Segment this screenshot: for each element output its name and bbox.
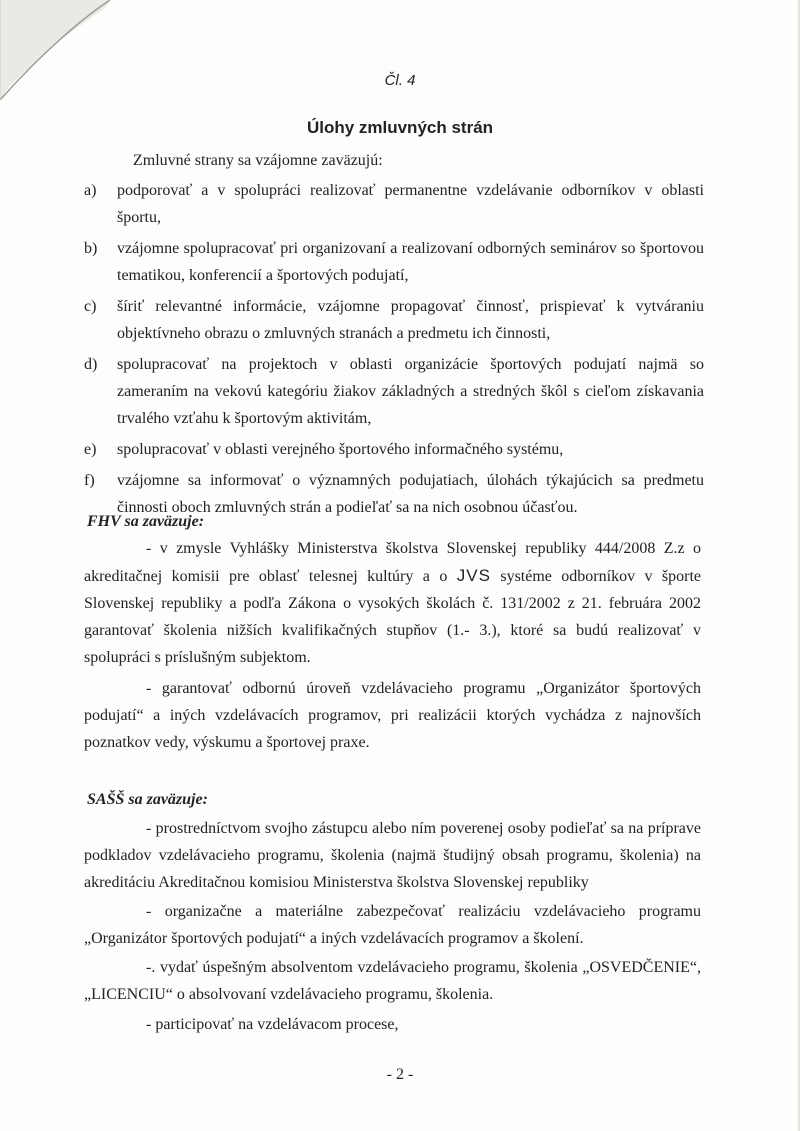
list-marker: d) bbox=[84, 356, 98, 373]
article-number: Čl. 4 bbox=[384, 72, 416, 89]
list-item bbox=[84, 235, 704, 289]
sass-paragraph-2: - organizačne a materiálne zabezpečovať realizáciu vzdelávacieho programu „Organizátor športových podujatí“ a iných vzdelávacích programov a školení. bbox=[84, 903, 701, 947]
list-marker: c) bbox=[84, 298, 97, 315]
page-number: - 2 - bbox=[386, 1066, 414, 1083]
list-item-text: šíriť relevantné informácie, vzájomne propagovať činnosť, prispievať k vytváraniu objektívneho obrazu o zmluvných stranách a predmetu ich činnosti, bbox=[117, 298, 704, 342]
sass-paragraph-1: - prostredníctvom svojho zástupcu alebo ním poverenej osoby podieľať sa na príprave podkladov vzdelávacieho programu, školenia (najmä študijný obsah programu, školenia) na akreditáciu Akreditačnou komisiou Ministerstva školstva Slovenskej republiky bbox=[84, 820, 701, 891]
list-item-text: vzájomne spolupracovať pri organizovaní a realizovaní odborných seminárov so športovou tematikou, konferencií a športových podujatí, bbox=[117, 240, 704, 284]
sass-paragraph-3: -. vydať úspešným absolventom vzdelávacieho programu, školenia „OSVEDČENIE“, „LICENCIU“ o absolvovaní vzdelávacieho programu, školenia. bbox=[84, 959, 701, 1003]
list-marker: e) bbox=[84, 441, 97, 458]
list-item-text: spolupracovať na projektoch v oblasti organizácie športových podujatí najmä so zameraním na vekovú kategóriu žiakov základných a stredných škôl s cieľom získavania trvalého vzťahu k športovým aktivitám, bbox=[117, 356, 704, 427]
list-item-text: podporovať a v spolupráci realizovať permanentne vzdelávanie odborníkov v oblasti športu, bbox=[117, 182, 704, 226]
list-item bbox=[84, 436, 704, 463]
list-marker: b) bbox=[84, 240, 98, 257]
sass-heading: SAŠŠ sa zaväzuje: bbox=[87, 791, 208, 808]
fhv-heading: FHV sa zaväzuje: bbox=[87, 513, 205, 530]
list-item-text: vzájomne sa informovať o významných podujatiach, úlohách týkajúcich sa predmetu činnosti oboch zmluvných strán a podieľať sa na nich osobnou účasťou. bbox=[117, 472, 704, 516]
sass-paragraph-4: - participovať na vzdelávacom procese, bbox=[146, 1016, 399, 1033]
fhv-paragraph-2: - garantovať odbornú úroveň vzdelávacieho programu „Organizátor športových podujatí“ a iných vzdelávacích programov, pri realizácii ktorých vychádza z najnovších poznatkov vedy, výskumu a športovej praxe. bbox=[84, 680, 701, 751]
list-item-text: spolupracovať v oblasti verejného športového informačného systému, bbox=[117, 441, 564, 458]
article-intro: Zmluvné strany sa vzájomne zaväzujú: bbox=[133, 152, 383, 169]
list-marker: f) bbox=[84, 472, 95, 489]
article-title: Úlohy zmluvných strán bbox=[306, 118, 494, 137]
obligations-list bbox=[84, 177, 704, 521]
list-item bbox=[84, 177, 704, 231]
list-item bbox=[84, 351, 704, 432]
jvs-abbrev: JVS bbox=[456, 566, 491, 585]
fhv-p1-text-cont: systéme odborníkov v športe Slovenskej republiky a podľa Zákona o vysokých školách č. 131/2002 z 21. februára 2002 garantovať školenia nižších kvalifikačných stupňov (1.- 3.), ktoré sa budú realizovať v spolupráci s príslušným subjektom. bbox=[84, 568, 702, 666]
fhv-p1-text: - v zmysle Vyhlášky Ministerstva školstva Slovenskej republiky 444/2008 Z.z o akreditačnej komisii pre oblasť telesnej kultúry a o bbox=[84, 540, 701, 585]
list-marker: a) bbox=[84, 182, 97, 199]
fhv-paragraph-1 bbox=[84, 535, 701, 671]
list-item bbox=[84, 293, 704, 347]
